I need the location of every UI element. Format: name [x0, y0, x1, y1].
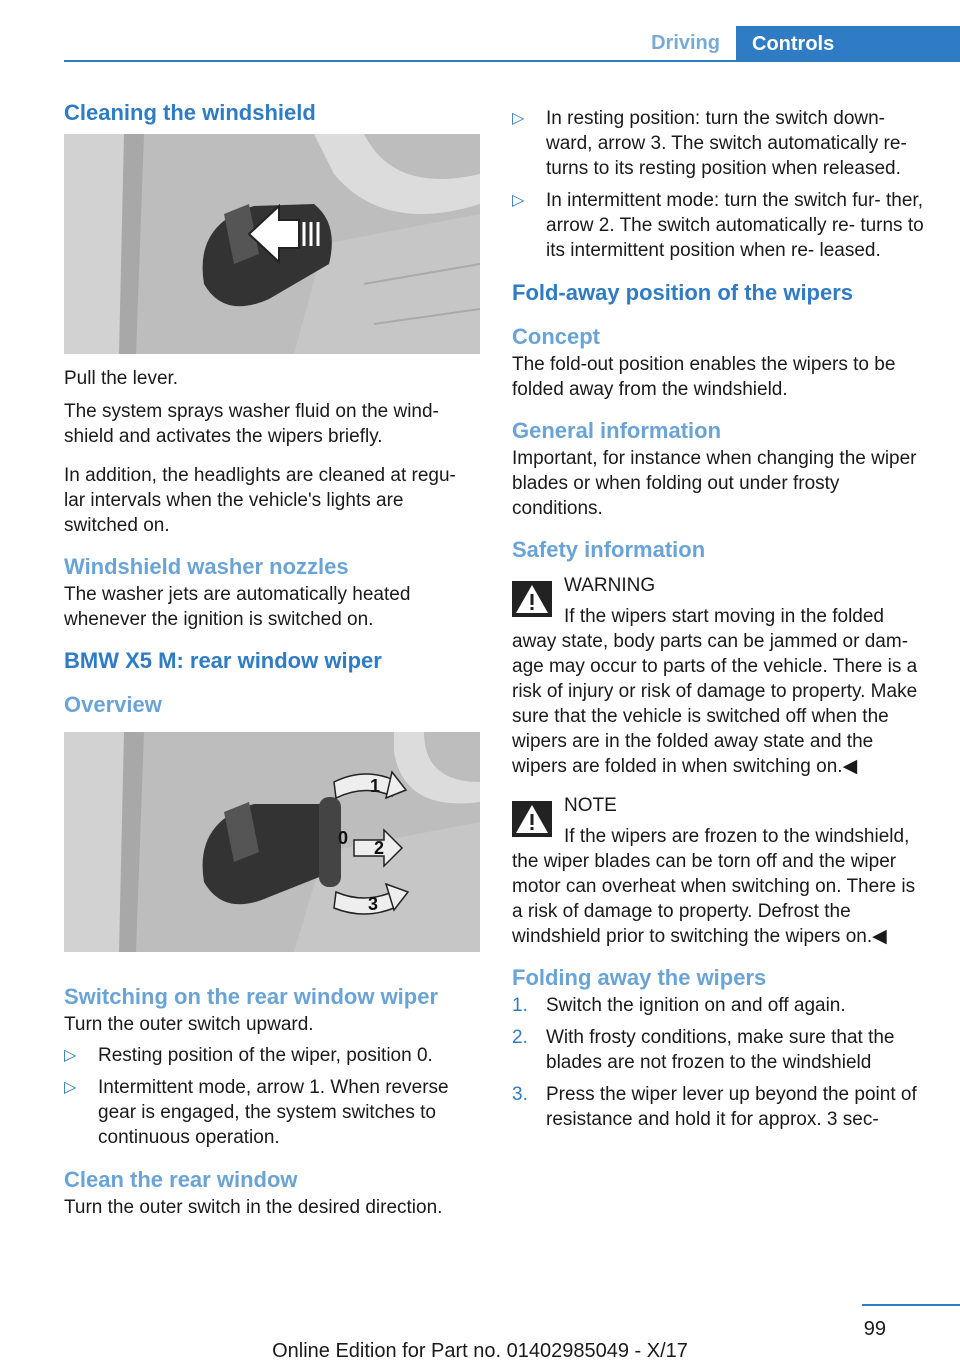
paragraph-clean-rear: Turn the outer switch in the desired direction.	[64, 1197, 443, 1218]
subtitle-safety-info: Safety information	[512, 537, 706, 562]
list-item: ▷ In resting position: turn the switch down‐ ward, arrow 3. The switch automatically re‐ turns to its resting position when released.	[512, 108, 907, 179]
photo-rear-wiper-switch	[64, 732, 480, 952]
warning-label: WARNING	[564, 575, 656, 596]
section-title-foldaway: Fold-away position of the wipers	[512, 280, 854, 305]
warning-block	[512, 573, 926, 779]
footer-edition: Online Edition for Part no. 01402985049 - X/17	[272, 1340, 688, 1362]
triangle-bullet-icon: ▷	[64, 1079, 77, 1096]
list-item: ▷ Resting position of the wiper, position 0.	[64, 1045, 433, 1066]
list-item: 2. With frosty conditions, make sure that the blades are not frozen to the windshield	[512, 1027, 895, 1073]
left-column	[64, 98, 482, 1220]
list-item: ▷ Intermittent mode, arrow 1. When reverse gear is engaged, the system switches to continuous operation.	[64, 1077, 449, 1148]
switching-list	[64, 1043, 482, 1150]
subtitle-clean-rear: Clean the rear window	[64, 1167, 298, 1192]
header-chapter-tab[interactable]: Controls	[736, 26, 960, 62]
instruction-pull-lever: Pull the lever.	[64, 368, 179, 389]
diagram-label-0: 0	[338, 828, 349, 848]
section-title-rear-wiper: BMW X5 M: rear window wiper	[64, 648, 382, 673]
diagram-label-1: 1	[370, 776, 381, 796]
paragraph-nozzles: The washer jets are automatically heated whenever the ignition is switched on.	[64, 584, 411, 630]
subtitle-general-info: General information	[512, 418, 722, 443]
footer-rule	[862, 1304, 960, 1306]
list-item: 1. Switch the ignition on and off again.	[512, 995, 846, 1016]
paragraph-concept: The fold-out position enables the wipers to be folded away from the windshield.	[512, 354, 896, 400]
note-label: NOTE	[564, 795, 617, 816]
paragraph-general-info: Important, for instance when changing the wiper blades or when folding out under frosty conditions.	[512, 448, 917, 519]
page-number: 99	[863, 1318, 886, 1340]
diagram-label-3: 3	[368, 894, 379, 914]
section-title-cleaning: Cleaning the windshield	[64, 100, 316, 125]
subtitle-nozzles: Windshield washer nozzles	[64, 554, 349, 579]
paragraph-headlights: In addition, the headlights are cleaned at regu‐ lar intervals when the vehicle's lights are switched on.	[64, 465, 456, 536]
right-column	[512, 106, 926, 1139]
triangle-bullet-icon: ▷	[512, 110, 525, 127]
switch-direction-list	[512, 106, 926, 263]
warning-triangle-icon	[512, 581, 552, 617]
note-block	[512, 793, 926, 949]
subtitle-folding-away: Folding away the wipers	[512, 965, 767, 990]
note-text: If the wipers are frozen to the windshield, the wiper blades can be torn off and the wiper motor can overheat when switching on. There is a risk of damage to property. Defrost the windshield prior to switching the wipers on.◀	[512, 826, 916, 947]
photo-windshield-lever	[64, 134, 480, 354]
list-item: 3. Press the wiper lever up beyond the point of resistance and hold it for approx. 3 sec‐	[512, 1084, 917, 1130]
subtitle-overview: Overview	[64, 692, 162, 717]
header-section-tab[interactable]: Driving	[630, 26, 736, 60]
triangle-bullet-icon: ▷	[512, 192, 525, 209]
subtitle-concept: Concept	[512, 324, 600, 349]
paragraph-turn-upward: Turn the outer switch upward.	[64, 1014, 314, 1035]
warning-text: If the wipers start moving in the folded away state, body parts can be jammed or dam‐ age may occur to parts of the vehicle. There is a risk of injury or risk of damage to property. Make sure that the vehicle is switched off when the wipers are in the folded away state and the wipers are folded in when switching on.◀	[512, 606, 918, 777]
folding-steps-list	[512, 993, 926, 1132]
paragraph-sprays: The system sprays washer fluid on the wind‐ shield and activates the wipers briefly.	[64, 401, 439, 447]
list-item: ▷ In intermittent mode: turn the switch fur‐ ther, arrow 2. The switch automatically re‐ turns to its intermittent position when re‐ leased.	[512, 190, 924, 261]
warning-triangle-icon	[512, 801, 552, 837]
diagram-label-2: 2	[374, 838, 385, 858]
triangle-bullet-icon: ▷	[64, 1047, 77, 1064]
subtitle-switching-on: Switching on the rear window wiper	[64, 984, 439, 1009]
